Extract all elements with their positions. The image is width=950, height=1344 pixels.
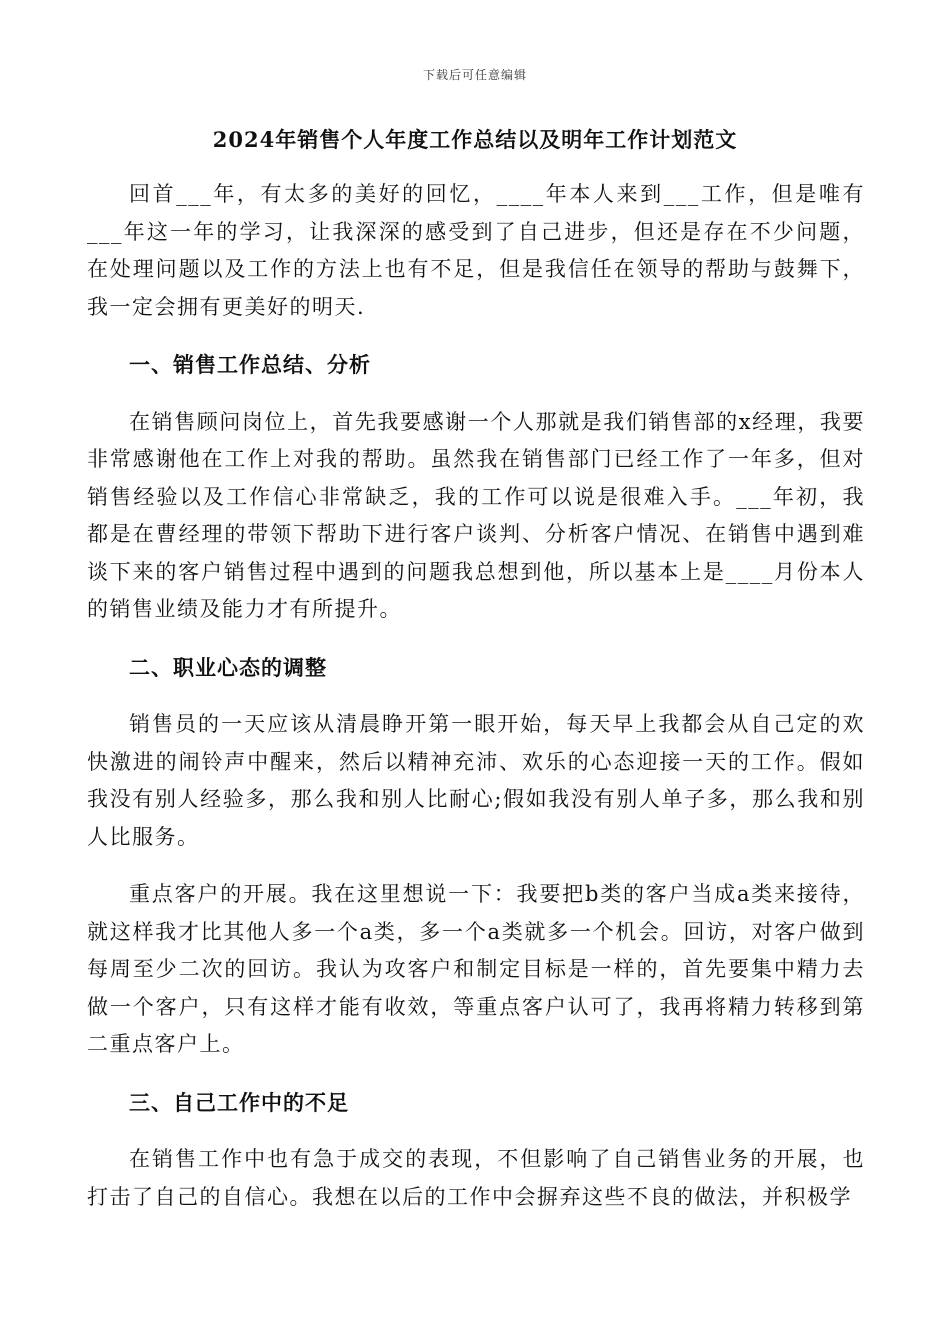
section3-paragraph-1: 在销售工作中也有急于成交的表现，不但影响了自己销售业务的开展，也打击了自己的自信心。我想在以后的工作中会摒弃这些不良的做法，并积极学 xyxy=(87,1147,865,1209)
intro-paragraph: 回首___年，有太多的美好的回忆，____年本人来到___工作，但是唯有___年这一年的学习，让我深深的感受到了自己进步，但还是存在不少问题，在处理问题以及工作的方法上也有不足，但是我信任在领导的帮助与鼓舞下，我一定会拥有更美好的明天. xyxy=(87,182,865,319)
section-heading-3: 三、自己工作中的不足 xyxy=(129,1089,349,1115)
document-title: 2024年销售个人年度工作总结以及明年工作计划范文 xyxy=(212,127,738,152)
header-note: 下载后可任意编辑 xyxy=(422,68,527,82)
section2-paragraph-2: 重点客户的开展。我在这里想说一下：我要把b类的客户当成a类来接待，就这样我才比其他人多一个a类，多一个a类就多一个机会。回访，对客户做到每周至少二次的回访。我认为攻客户和制定目标是一样的，首先要集中精力去做一个客户，只有这样才能有收效，等重点客户认可了，我再将精力转移到第二重点客户上。 xyxy=(87,882,865,1056)
section-heading-2: 二、职业心态的调整 xyxy=(129,654,327,680)
section1-paragraph-1: 在销售顾问岗位上，首先我要感谢一个人那就是我们销售部的x经理，我要非常感谢他在工作上对我的帮助。虽然我在销售部门已经工作了一年多，但对销售经验以及工作信心非常缺乏，我的工作可以说是很难入手。___年初，我都是在曹经理的带领下帮助下进行客户谈判、分析客户情况、在销售中遇到难谈下来的客户销售过程中遇到的问题我总想到他，所以基本上是____月份本人的销售业绩及能力才有所提升。 xyxy=(87,409,865,621)
section-heading-1: 一、销售工作总结、分析 xyxy=(129,352,371,377)
document-body xyxy=(87,176,865,1216)
section2-paragraph-1: 销售员的一天应该从清晨睁开第一眼开始，每天早上我都会从自己定的欢快激进的闹铃声中醒来，然后以精神充沛、欢乐的心态迎接一天的工作。假如我没有别人经验多，那么我和别人比耐心;假如我没有别人单子多，那么我和别人比服务。 xyxy=(87,712,865,849)
